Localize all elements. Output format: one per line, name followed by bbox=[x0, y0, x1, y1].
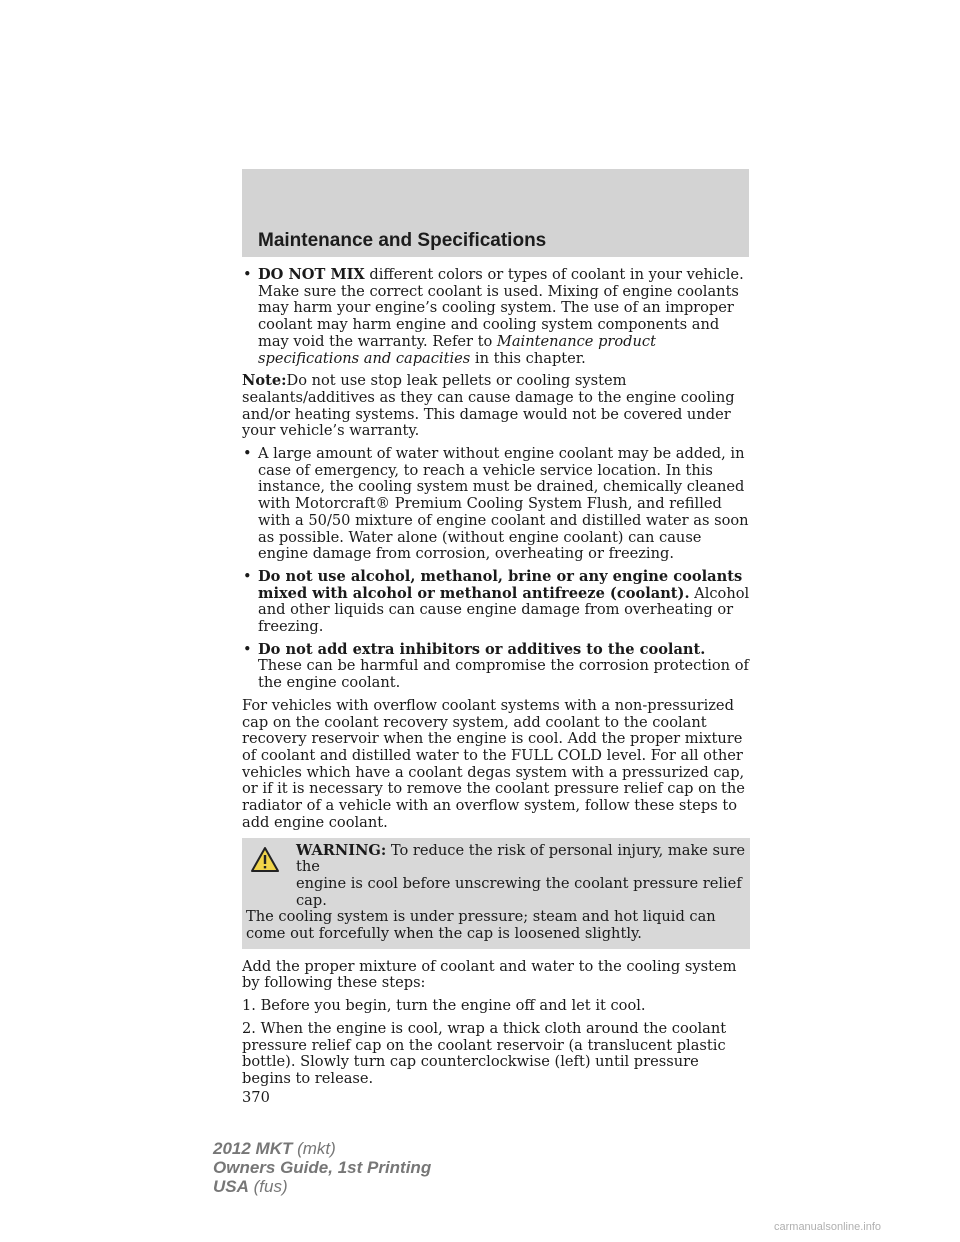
warning-text-rest: The cooling system is under pressure; steam and hot liquid can come out forcefully when the cap is loosened slightly. bbox=[246, 908, 716, 943]
print-footer bbox=[213, 1139, 431, 1196]
footer-market-code: (fus) bbox=[253, 1177, 288, 1196]
page-content bbox=[242, 267, 750, 1106]
note-label: Note: bbox=[242, 372, 287, 390]
bullet-bold-text: DO NOT MIX bbox=[258, 266, 365, 283]
warning-first-line bbox=[246, 843, 746, 876]
cross-reference: Maintenance product specifications and capacities bbox=[258, 332, 656, 367]
footer-model: 2012 MKT bbox=[213, 1139, 293, 1158]
footer-line-3 bbox=[213, 1177, 431, 1196]
warning-box bbox=[242, 838, 750, 949]
warning-text-line1: To reduce the risk of personal injury, make sure the bbox=[296, 841, 746, 876]
step-1: 1. Before you begin, turn the engine off and let it cool. bbox=[242, 997, 646, 1015]
bullet-item-do-not-mix bbox=[242, 267, 750, 367]
bullet-text-end: in this chapter. bbox=[474, 349, 586, 367]
bullet-dot: • bbox=[243, 445, 252, 463]
bullet-bold-text: Do not use alcohol, methanol, brine or any engine coolants mixed with alcohol or methanol antifreeze (coolant). bbox=[258, 567, 743, 602]
bullet-dot: • bbox=[243, 266, 252, 283]
page-number: 370 bbox=[242, 1088, 270, 1106]
footer-line-1 bbox=[213, 1139, 431, 1158]
bullet-item-no-alcohol bbox=[242, 569, 750, 636]
bullet-dot: • bbox=[243, 567, 252, 585]
note-paragraph bbox=[242, 373, 750, 440]
footer-market: USA bbox=[213, 1177, 249, 1196]
warning-triangle-icon bbox=[250, 846, 280, 873]
bullet-bold-text: Do not add extra inhibitors or additives to the coolant. bbox=[258, 640, 706, 658]
steps-intro: Add the proper mixture of coolant and water to the cooling system by following these steps: bbox=[242, 957, 737, 992]
note-text: Do not use stop leak pellets or cooling system sealants/additives as they can cause damage to the engine cooling and/or heating systems. This damage would not be covered under your vehicle’s warranty. bbox=[242, 372, 735, 440]
bullet-text: Alcohol and other liquids can cause engine damage from overheating or freezing. bbox=[258, 584, 750, 636]
section-title: Maintenance and Specifications bbox=[258, 230, 547, 251]
bullet-text: These can be harmful and compromise the corrosion protection of the engine coolant. bbox=[258, 657, 749, 692]
site-watermark: carmanualsonline.info bbox=[774, 1221, 882, 1233]
warning-label: WARNING: bbox=[296, 841, 387, 859]
bullet-dot: • bbox=[243, 640, 252, 658]
bullet-item-water-emergency bbox=[242, 446, 750, 563]
bullet-text: A large amount of water without engine coolant may be added, in case of emergency, to reach a vehicle service location. In this instance, the cooling system must be drained, chemically cleaned with Motorcraft® Premium Cooling System Flush, and refilled with a 50/50 mixture of engine coolant and distilled water as soon as possible. Water alone (without engine coolant) can cause engine damage from corrosion, overheating or freezing. bbox=[258, 445, 749, 563]
overflow-paragraph: For vehicles with overflow coolant systems with a non-pressurized cap on the coolant recovery system, add coolant to the coolant recovery reservoir when the engine is cool. Add the proper mixture of coolant and distilled water to the FULL COLD level. For all other vehicles which have a coolant degas system with a pressurized cap, or if it is necessary to remove the coolant pressure relief cap on the radiator of a vehicle with an overflow system, follow these steps to add engine coolant. bbox=[242, 696, 745, 831]
footer-model-code: (mkt) bbox=[297, 1139, 336, 1158]
footer-line-2: Owners Guide, 1st Printing bbox=[213, 1158, 432, 1177]
step-2: 2. When the engine is cool, wrap a thick cloth around the coolant pressure relief cap on the coolant reservoir (a translucent plastic bottle). Slowly turn cap counterclockwise (left) until pressure begins to release. bbox=[242, 1019, 727, 1087]
bullet-item-no-additives bbox=[242, 642, 750, 692]
bullet-text: different colors or types of coolant in your vehicle. Make sure the correct coolant is used. Mixing of engine coolants may harm your engine’s cooling system. The use of an improper coolant may harm engine and cooling system components and may void the warranty. Refer to bbox=[258, 266, 744, 350]
warning-text-line2: engine is cool before unscrewing the coolant pressure relief cap. bbox=[296, 874, 742, 909]
